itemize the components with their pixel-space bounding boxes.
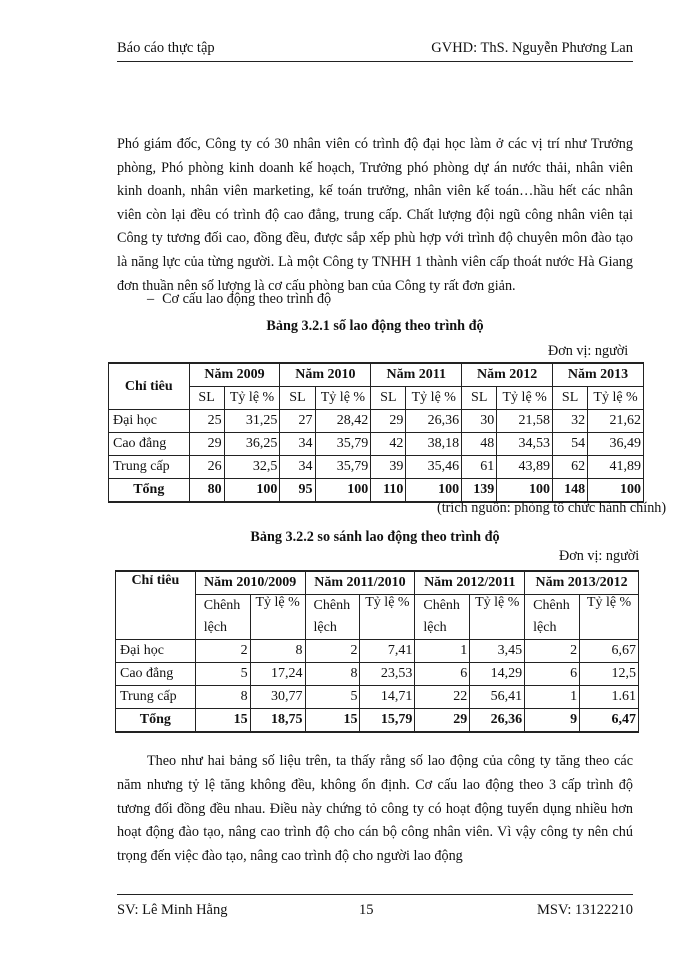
table2-period: Năm 2013/2012 [525,571,639,595]
table-cell: 6,67 [580,640,639,663]
table2-sub-rate: Tỷ lệ % [250,595,305,640]
table-cell: 6 [525,663,580,686]
table-cell: 1 [525,686,580,709]
table1-source: (trích nguồn: phòng tổ chức hành chính) [437,500,667,516]
table-cell: 26,36 [406,410,462,433]
table1-year: Năm 2010 [280,363,371,387]
table2-period: Năm 2011/2010 [305,571,415,595]
footer-student: SV: Lê Minh Hằng [117,902,228,918]
table-cell: 8 [195,686,250,709]
table-cell: 38,18 [406,433,462,456]
table-cell: 35,79 [315,433,371,456]
table2-col-header: Chỉ tiêu [116,571,196,640]
table-cell: 1 [415,640,470,663]
table-cell: 80 [189,479,224,503]
table2-caption: Bảng 3.2.2 so sánh lao động theo trình độ [250,529,500,545]
table-cell: 6,47 [580,709,639,733]
table-cell: 110 [371,479,406,503]
table-row [109,433,644,456]
table-cell: 41,89 [588,456,644,479]
sub-diff-line2: lệch [203,620,228,635]
page-footer [117,902,633,922]
table-labor-comparison [115,570,639,733]
table-cell: 61 [462,456,497,479]
page-number: 15 [359,902,374,918]
table-cell: 31,25 [224,410,280,433]
table-cell: 36,25 [224,433,280,456]
sub-diff-line1: Chênh [203,598,241,613]
table-cell: 14,29 [470,663,525,686]
table-cell: 8 [250,640,305,663]
table-cell: 21,58 [497,410,553,433]
table-cell: 12,5 [580,663,639,686]
table-cell: 54 [553,433,588,456]
table-cell: 148 [553,479,588,503]
table-total-row [109,479,644,503]
table-cell: 18,75 [250,709,305,733]
table-cell: 15 [195,709,250,733]
table-cell: 17,24 [250,663,305,686]
table-cell: 15 [305,709,360,733]
table1-sub-sl: SL [189,387,224,410]
table-cell: 1.61 [580,686,639,709]
table-cell: 34,53 [497,433,553,456]
table-cell: 14,71 [360,686,415,709]
row-label: Đại học [109,410,190,433]
bullet-text: Cơ cấu lao động theo trình độ [162,291,332,307]
row-label: Trung cấp [116,686,196,709]
table-cell: 100 [497,479,553,503]
table-cell: 6 [415,663,470,686]
table-cell: 39 [371,456,406,479]
table-cell: 2 [525,640,580,663]
table2-period: Năm 2012/2011 [415,571,525,595]
table1-unit: Đơn vị: người [548,343,629,359]
table1-sub-sl: SL [371,387,406,410]
table1-year: Năm 2013 [553,363,644,387]
table-cell: 3,45 [470,640,525,663]
table1-sub-sl: SL [462,387,497,410]
table1-year: Năm 2012 [462,363,553,387]
table2-period: Năm 2010/2009 [195,571,305,595]
table-cell: 95 [280,479,315,503]
header-rule [117,61,633,62]
table-row [109,410,644,433]
sub-diff-line2: lệch [423,620,447,635]
sub-diff-line2: lệch [533,620,557,635]
table-cell: 27 [280,410,315,433]
table-cell: 29 [415,709,470,733]
table-cell: 48 [462,433,497,456]
table-cell: 100 [588,479,644,503]
table1-sub-sl: SL [280,387,315,410]
table2-sub-rate: Tỷ lệ % [360,595,415,640]
row-label: Trung cấp [109,456,190,479]
table-row [109,456,644,479]
table-cell: 2 [195,640,250,663]
table-cell: 35,79 [315,456,371,479]
table2-sub-rate: Tỷ lệ % [580,595,639,640]
row-label: Tổng [109,479,190,503]
table-cell: 32 [553,410,588,433]
footer-rule [117,894,633,895]
table1-sub-rate: Tỷ lệ % [406,387,462,410]
sub-diff-line2: lệch [313,620,337,635]
table-cell: 29 [189,433,224,456]
table-cell: 36,49 [588,433,644,456]
table-total-row [116,709,639,733]
table2-sub-diff [305,595,360,640]
table-cell: 28,42 [315,410,371,433]
table-cell: 30,77 [250,686,305,709]
table-cell: 43,89 [497,456,553,479]
table-row [116,663,639,686]
table-cell: 34 [280,433,315,456]
table-cell: 56,41 [470,686,525,709]
table-row [116,640,639,663]
table-cell: 32,5 [224,456,280,479]
table-cell: 100 [315,479,371,503]
table-cell: 5 [195,663,250,686]
table-cell: 35,46 [406,456,462,479]
sub-diff-line1: Chênh [423,598,460,613]
table2-sub-diff [415,595,470,640]
table-cell: 21,62 [588,410,644,433]
table1-sub-rate: Tỷ lệ % [497,387,553,410]
footer-student-id: MSV: 13122210 [536,902,633,918]
row-label: Cao đẳng [116,663,196,686]
table-cell: 22 [415,686,470,709]
sub-diff-line1: Chênh [313,598,351,613]
table-cell: 23,53 [360,663,415,686]
table2-sub-diff [525,595,580,640]
table1-sub-rate: Tỷ lệ % [224,387,280,410]
table-cell: 26 [189,456,224,479]
table1-caption: Bảng 3.2.1 số lao động theo trình độ [266,318,484,334]
table1-col-header: Chỉ tiêu [109,363,190,410]
table1-sub-rate: Tỷ lệ % [588,387,644,410]
table2-sub-rate: Tỷ lệ % [470,595,525,640]
table1-year: Năm 2009 [189,363,280,387]
row-label: Tổng [116,709,196,733]
table1-sub-rate: Tỷ lệ % [315,387,371,410]
table-cell: 30 [462,410,497,433]
table-cell: 5 [305,686,360,709]
table-cell: 29 [371,410,406,433]
page-header [117,40,633,57]
table-cell: 7,41 [360,640,415,663]
row-label: Cao đẳng [109,433,190,456]
table-cell: 25 [189,410,224,433]
table-cell: 26,36 [470,709,525,733]
table-labor-by-level [108,362,644,503]
bullet-dash: – [147,291,155,307]
table1-sub-sl: SL [553,387,588,410]
table1-year: Năm 2011 [371,363,462,387]
table-cell: 2 [305,640,360,663]
header-right: GVHD: ThS. Nguyễn Phương Lan [431,40,633,56]
table-row [116,686,639,709]
paragraph-2: Theo như hai bảng số liệu trên, ta thấy rằng số lao động của công ty tăng theo các năm nhưng tỷ lệ tăng không đều, không ổn định. Cơ cấu lao động theo 3 cấp trình độ tương đối đồng đều nhau. Điều này chứng tỏ công ty có hoạt động tuyển dụng nhiều hơn hoạt động đào tạo, nâng cao trình độ cho cán bộ công nhân viên. Vì vậy công ty nên chú trọng đến việc đào tạo, nâng cao trình độ cho người lao động [117,753,633,865]
header-left: Báo cáo thực tập [117,40,215,56]
table-cell: 100 [224,479,280,503]
table-cell: 8 [305,663,360,686]
bullet-item [147,291,331,308]
table-cell: 15,79 [360,709,415,733]
table-cell: 100 [406,479,462,503]
table-cell: 34 [280,456,315,479]
table-cell: 42 [371,433,406,456]
table2-unit: Đơn vị: người [559,548,640,564]
table-cell: 139 [462,479,497,503]
sub-diff-line1: Chênh [533,598,570,613]
table2-sub-diff [195,595,250,640]
row-label: Đại học [116,640,196,663]
paragraph-1: Phó giám đốc, Công ty có 30 nhân viên có trình độ đại học làm ở các vị trí như Trưởng phòng, Phó phòng kinh doanh kế hoạch, Trưởng phó phòng dự án nước thải, nhân viên kinh doanh, nhân viên marketing, kế toán trưởng, nhân viên kế toán…hầu hết các nhân viên còn lại đều có trình độ cao đẳng, trung cấp. Chất lượng đội ngũ công nhân viên tại Công ty tương đối cao, đồng đều, được sắp xếp phù hợp với trình độ chuyên môn đào tạo là năng lực của từng người. Là một Công ty TNHH 1 thành viên cấp thoát nước Hà Giang đơn thuần nên số lượng là cơ cấu phòng ban của Công ty rất đơn giản. [117,136,633,294]
table-cell: 62 [553,456,588,479]
table-cell: 9 [525,709,580,733]
